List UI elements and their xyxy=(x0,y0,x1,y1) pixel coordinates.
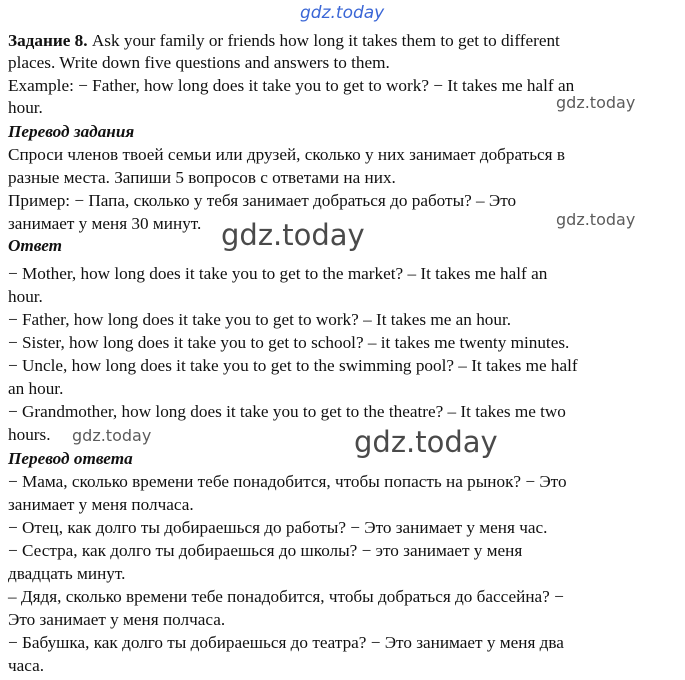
answer-line: − Grandmother, how long does it take you to get to the theatre? – It takes me two xyxy=(8,402,566,421)
answer-translation-line: двадцать минут. xyxy=(8,564,126,583)
answer-translation-line: Это занимает у меня полчаса. xyxy=(8,610,226,629)
task-translation-line-1: Спроси членов твоей семьи или друзей, сколько у них занимает добраться в xyxy=(8,145,565,164)
answer-translation-line: − Сестра, как долго ты добираешься до школы? − это занимает у меня xyxy=(8,541,523,560)
watermark-1: gdz.today xyxy=(556,93,636,112)
task-text: Ask your family or friends how long it takes them to get to different xyxy=(87,31,560,50)
task-example-line-2: hour. xyxy=(8,98,43,117)
task-label: Задание 8. xyxy=(8,31,88,50)
watermark-2: gdz.today xyxy=(556,210,636,229)
answer-translation-line: − Бабушка, как долго ты добираешься до театра? − Это занимает у меня два xyxy=(8,633,564,652)
answer-translation-line: часа. xyxy=(8,656,45,675)
answer-line: hours. xyxy=(8,425,51,444)
task-translation-line-3: Пример: − Папа, сколько у тебя занимает добраться до работы? – Это xyxy=(8,191,517,210)
answer-line: − Sister, how long does it take you to get to school? – it takes me twenty minutes. xyxy=(8,333,570,352)
task-line-1 xyxy=(8,30,560,52)
watermark-3: gdz.today xyxy=(221,218,365,252)
watermark-4: gdz.today xyxy=(72,426,152,445)
answer-translation-line: − Отец, как долго ты добираешься до работы? − Это занимает у меня час. xyxy=(8,518,548,537)
answer-translation-heading: Перевод ответа xyxy=(8,449,133,468)
task-line-2: places. Write down five questions and answers to them. xyxy=(8,53,390,72)
watermark-top: gdz.today xyxy=(300,3,385,23)
answer-translation-line: занимает у меня полчаса. xyxy=(8,495,194,514)
task-translation-line-2: разные места. Запиши 5 вопросов с ответами на них. xyxy=(8,168,396,187)
answer-line: hour. xyxy=(8,287,43,306)
task-example-line-1: Example: − Father, how long does it take you to get to work? − It takes me half an xyxy=(8,76,575,95)
answer-line: an hour. xyxy=(8,379,64,398)
watermark-5: gdz.today xyxy=(354,425,498,459)
answer-translation-line: − Мама, сколько времени тебе понадобится, чтобы попасть на рынок? − Это xyxy=(8,472,567,491)
task-translation-line-4: занимает у меня 30 минут. xyxy=(8,214,202,233)
answer-line: − Uncle, how long does it take you to get to the swimming pool? – It takes me half xyxy=(8,356,578,375)
task-translation-heading: Перевод задания xyxy=(8,122,135,141)
answer-line: − Mother, how long does it take you to get to the market? – It takes me half an xyxy=(8,264,548,283)
answer-heading: Ответ xyxy=(8,236,63,255)
answer-translation-line: – Дядя, сколько времени тебе понадобится, чтобы добраться до бассейна? − xyxy=(8,587,564,606)
answer-line: − Father, how long does it take you to get to work? – It takes me an hour. xyxy=(8,310,512,329)
